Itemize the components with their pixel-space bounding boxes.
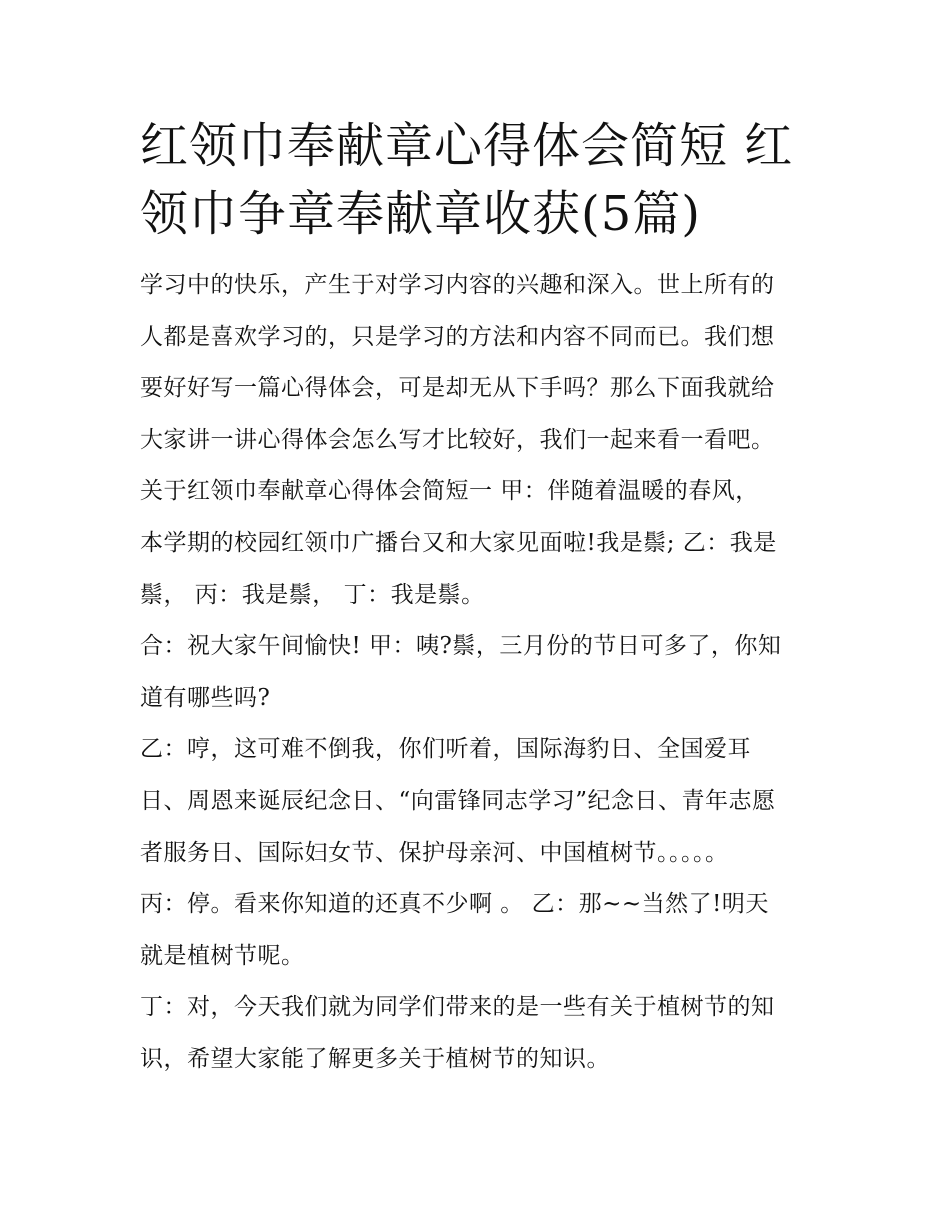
document-body — [140, 260, 815, 1086]
body-line: 关于红领巾奉献章心得体会简短一 甲：伴随着温暖的春风， — [140, 478, 759, 505]
title-line: 领巾争章奉献章收获(5篇) — [140, 186, 701, 242]
body-line: 学习中的快乐，产生于对学习内容的兴趣和深入。世上所有的 — [140, 272, 775, 298]
body-line: 人都是喜欢学习的，只是学习的方法和内容不同而已。我们想 — [140, 323, 775, 350]
body-line: 乙：哼，这可难不倒我，你们听着，国际海豹日、全国爱耳 — [140, 736, 751, 763]
body-line: 日、周恩来诞辰纪念日、“向雷锋同志学习”纪念日、青年志愿 — [140, 787, 776, 814]
body-line: 鬃， 丙：我是鬃， 丁：我是鬃。 — [140, 581, 485, 608]
body-line: 就是植树节呢。 — [140, 942, 305, 969]
body-line: 道有哪些吗? — [140, 684, 271, 711]
body-line: 本学期的校园红领巾广播台又和大家见面啦!我是鬃; 乙：我是 — [140, 529, 777, 556]
body-line: 合：祝大家午间愉快! 甲：咦?鬃，三月份的节日可多了，你知 — [140, 633, 782, 660]
title-line: 红领巾奉献章心得体会简短 红 — [140, 118, 794, 174]
body-line: 丙：停。看来你知道的还真不少啊 。 乙：那~~当然了!明天 — [140, 891, 769, 918]
body-line: 要好好写一篇心得体会，可是却无从下手吗？那么下面我就给 — [140, 375, 775, 402]
document-page — [140, 112, 815, 1086]
body-line: 丁：对，今天我们就为同学们带来的是一些有关于植树节的知 — [140, 994, 775, 1021]
body-line: 大家讲一讲心得体会怎么写才比较好，我们一起来看一看吧。 — [140, 426, 775, 453]
document-title — [140, 112, 815, 248]
body-line: 者服务日、国际妇女节、保护母亲河、中国植树节。。。。。 — [140, 839, 729, 866]
body-line: 识，希望大家能了解更多关于植树节的知识。 — [140, 1045, 610, 1072]
